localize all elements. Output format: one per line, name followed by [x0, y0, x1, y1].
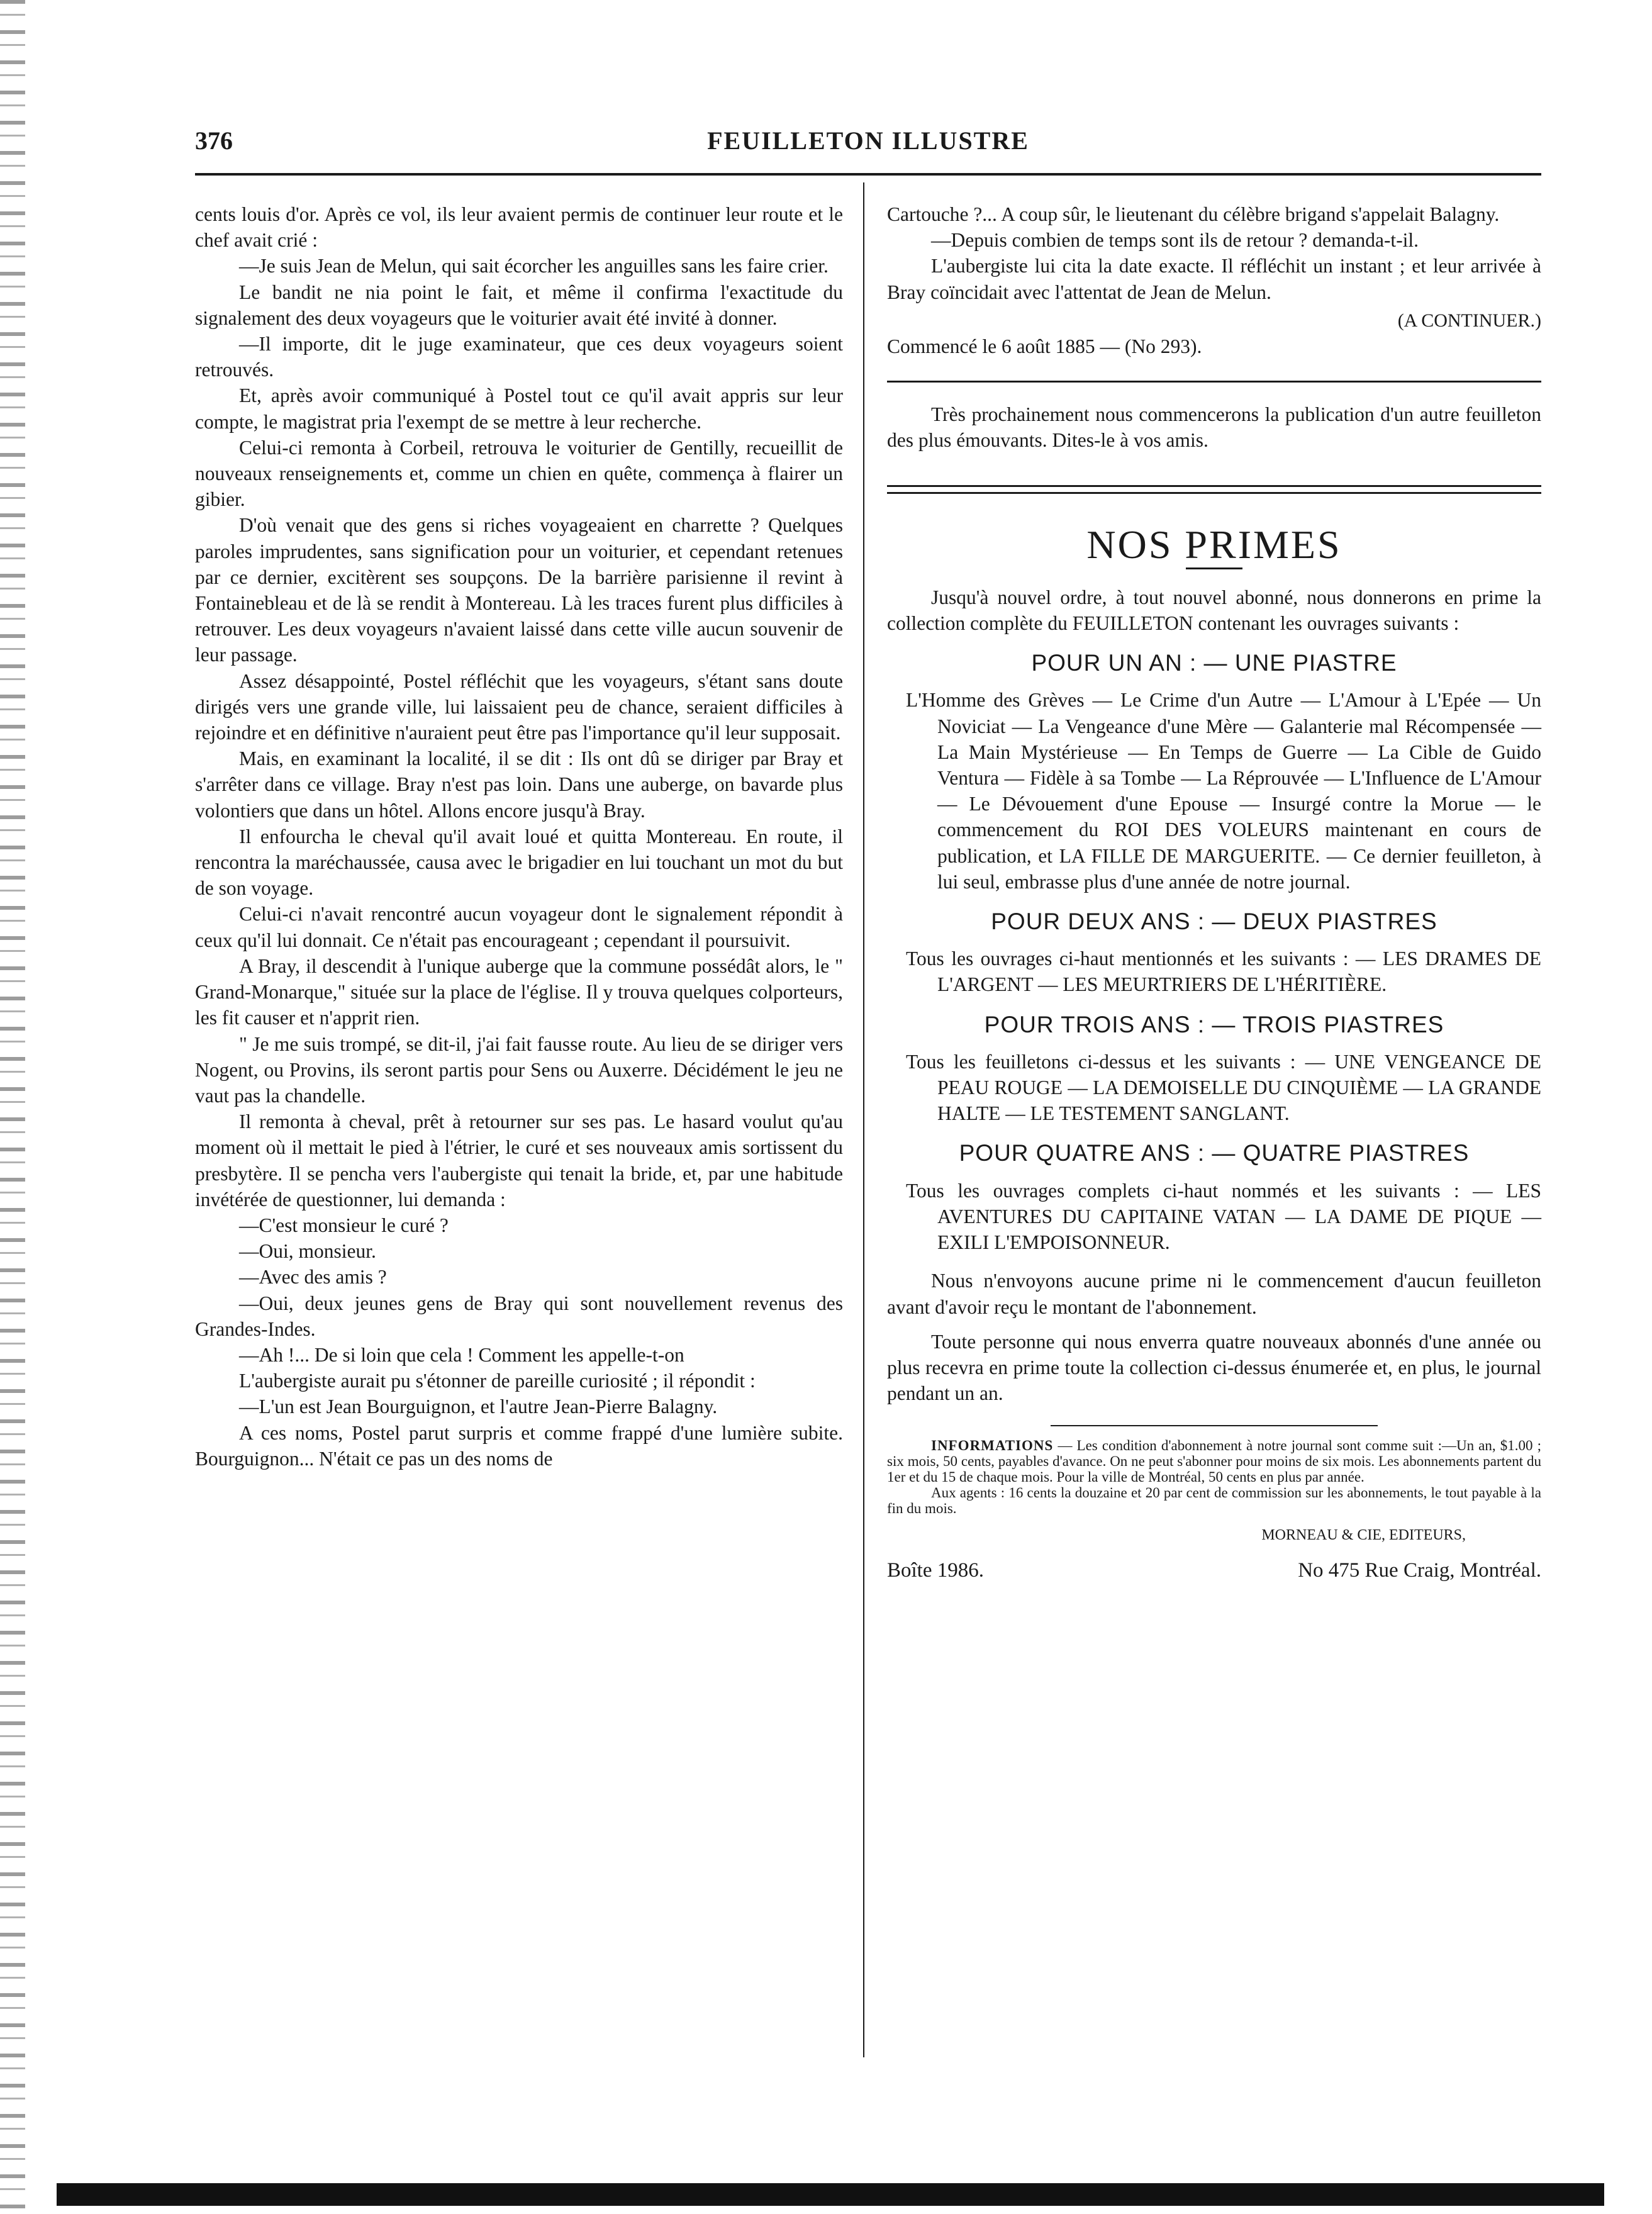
- footer-bar: [57, 2183, 1604, 2206]
- paragraph: L'aubergiste lui cita la date exacte. Il réfléchit un instant ; et leur arrivée à Bray coïncidait avec l'attentat de Jean de Melun.: [887, 255, 1541, 303]
- paragraph: Il enfourcha le cheval qu'il avait loué et quitta Montereau. En route, il rencontra la maréchaussée, causa avec le brigadier en lui touchant un mot du but de son voyage.: [195, 825, 843, 900]
- left-column: [195, 201, 843, 1472]
- paragraph: Celui-ci remonta à Corbeil, retrouva le voiturier de Gentilly, recueillit de nouveaux renseignements et, comme un chien en quête, commença à flairer un gibier.: [195, 436, 843, 511]
- paragraph: Assez désappointé, Postel réfléchit que les voyageurs, s'étant sans doute dirigés vers une grande ville, lui laissaient peu de chance, seraient difficiles à rejoindre et en définitive n'auraient peut être pas l'importance qu'il leur supposait.: [195, 669, 843, 744]
- offer-text-two-years: Tous les ouvrages ci-haut mentionnés et les suivants : — LES DRAMES DE L'ARGENT — LES MEURTRIERS DE L'HÉRITIÈRE.: [906, 948, 1541, 996]
- notice-no-prime: Nous n'envoyons aucune prime ni le commencement d'aucun feuilleton avant d'avoir reçu le montant de l'abonnement.: [887, 1270, 1541, 1318]
- binding-edge-scan: [0, 0, 25, 2214]
- paragraph: Cartouche ?... A coup sûr, le lieutenant du célèbre brigand s'appelait Balagny.: [887, 203, 1500, 225]
- dialogue-line: —Ah !... De si loin que cela ! Comment les appelle-t-on: [239, 1343, 684, 1366]
- primes-title: NOS PRIMES: [1086, 522, 1342, 567]
- dialogue-line: —L'un est Jean Bourguignon, et l'autre Jean-Pierre Balagny.: [239, 1395, 718, 1418]
- offer-text-four-years: Tous les ouvrages complets ci-haut nommés et les suivants : — LES AVENTURES DU CAPITAINE VATAN — LA DAME DE PIQUE — EXILI L'EMPOISONNEUR.: [906, 1179, 1541, 1254]
- publisher: MORNEAU & CIE, EDITEURS,: [1261, 1527, 1466, 1544]
- page-header: [195, 126, 1541, 164]
- serial-start-date: Commencé le 6 août 1885 — (No 293).: [887, 335, 1202, 358]
- notice-referral: Toute personne qui nous enverra quatre nouveaux abonnés d'une année ou plus recevra en prime toute la collection ci-dessus énumerée et, en plus, le journal pendant un an.: [887, 1330, 1541, 1405]
- header-rule: [195, 173, 1541, 176]
- section-rule: [887, 381, 1541, 383]
- to-continue-note: (A CONTINUER.): [1397, 310, 1541, 331]
- dialogue-line: —Oui, monsieur.: [239, 1240, 376, 1263]
- paragraph: Il remonta à cheval, prêt à retourner sur ses pas. Le hasard voulut qu'au moment où il mettait le pied à l'étrier, le curé et ses nouveaux amis sortissent du presbytère. Il se pencha vers l'aubergiste qui tenait la bride, et, par une habitude invétérée de questionner, lui demanda :: [195, 1110, 843, 1210]
- offer-heading-one-year: POUR UN AN : — UNE PIASTRE: [1031, 650, 1397, 676]
- paragraph: A Bray, il descendit à l'unique auberge que la commune possédât alors, le " Grand-Monarque," située sur la place de l'église. Il y trouva quelques colporteurs, les fit causer et n'apprit rien.: [195, 954, 843, 1029]
- offer-heading-three-years: POUR TROIS ANS : — TROIS PIASTRES: [984, 1011, 1444, 1037]
- offer-heading-four-years: POUR QUATRE ANS : — QUATRE PIASTRES: [959, 1140, 1470, 1166]
- running-title: FEUILLETON ILLUSTRE: [707, 126, 1029, 155]
- dialogue-line: —Depuis combien de temps sont ils de retour ? demanda-t-il.: [931, 229, 1419, 252]
- paragraph: cents louis d'or. Après ce vol, ils leur avaient permis de continuer leur route et le chef avait crié :: [195, 203, 843, 252]
- paragraph: —Je suis Jean de Melun, qui sait écorcher les anguilles sans les faire crier.: [239, 255, 829, 277]
- paragraph: D'où venait que des gens si riches voyageaient en charrette ? Quelques paroles imprudentes, sans signification pour un voiturier, et cependant retenues par ce dernier, excitèrent ses soupçons. De la barrière parisienne il revint à Fontainebleau et de là se rendit à Montereau. Là les traces furent plus difficiles à retrouver. Les deux voyageurs n'avaient laissé dans cette ville aucun souvenir de leur passage.: [195, 514, 843, 666]
- subscription-info: [887, 1438, 1541, 1485]
- dialogue-line: —C'est monsieur le curé ?: [239, 1214, 449, 1236]
- paragraph: Et, après avoir communiqué à Postel tout ce qu'il avait appris sur leur compte, le magistrat pria l'exempt de se mettre à leur recherche.: [195, 384, 843, 433]
- dialogue-line: —Avec des amis ?: [239, 1266, 387, 1289]
- address-line: [887, 1558, 1541, 1585]
- dialogue-line: —Oui, deux jeunes gens de Bray qui sont nouvellement revenus des Grandes-Indes.: [195, 1292, 843, 1340]
- info-rule: [1051, 1425, 1378, 1426]
- offer-heading-two-years: POUR DEUX ANS : — DEUX PIASTRES: [991, 909, 1437, 935]
- paragraph: —Il importe, dit le juge examinateur, que ces deux voyageurs soient retrouvés.: [195, 333, 843, 381]
- offer-text-three-years: Tous les feuilletons ci-dessus et les suivants : — UNE VENGEANCE DE PEAU ROUGE — LA DEMOISELLE DU CINQUIÈME — LA GRANDE HALTE — LE TESTEMENT SANGLANT.: [906, 1050, 1541, 1125]
- column-divider: [863, 182, 864, 2057]
- title-rule: [1186, 567, 1242, 569]
- right-column: [887, 201, 1541, 1585]
- paragraph: " Je me suis trompé, se dit-il, j'ai fait fausse route. Au lieu de se diriger vers Nogent, ou Provins, ils seront partis pour Sens ou Auxerre. Décidément le jeu ne vaut pas la chandelle.: [195, 1032, 843, 1107]
- page-number: 376: [195, 126, 233, 155]
- paragraph: Mais, en examinant la localité, il se dit : Ils ont dû se diriger par Bray et s'arrêter dans ce village. Bray n'est pas loin. Dans une auberge, on bavarde plus volontiers que dans un hôtel. Allons encore jusqu'à Bray.: [195, 747, 843, 822]
- info-label: INFORMATIONS: [931, 1438, 1054, 1454]
- offer-text-one-year: L'Homme des Grèves — Le Crime d'un Autre — L'Amour à L'Epée — Un Noviciat — La Vengeance d'une Mère — Galanterie mal Récompensée — La Main Mystérieuse — En Temps de Guerre — La Cible de Guido Ventura — Fidèle à sa Tombe — La Réprouvée — L'Influence de L'Amour — Le Dévouement d'une Epouse — Insurgé contre la Morue — le commencement du ROI DES VOLEURS maintenant en cours de publication, et LA FILLE DE MARGUERITE. — Ce dernier feuilleton, à lui seul, embrasse plus d'une année de notre journal.: [906, 689, 1541, 893]
- double-rule: [887, 485, 1541, 494]
- primes-intro: Jusqu'à nouvel ordre, à tout nouvel abonné, nous donnerons en prime la collection complète du FEUILLETON contenant les ouvrages suivants :: [887, 586, 1541, 635]
- paragraph: Le bandit ne nia point le fait, et même il confirma l'exactitude du signalement des deux voyageurs que le voiturier avait été invité à donner.: [195, 281, 843, 329]
- agents-info: Aux agents : 16 cents la douzaine et 20 par cent de commission sur les abonnements, le tout payable à la fin du mois.: [887, 1485, 1541, 1517]
- paragraph: Celui-ci n'avait rencontré aucun voyageur dont le signalement répondit à ceux qu'il lui donnait. Ce n'était pas encourageant ; cependant il poursuivit.: [195, 903, 843, 951]
- paragraph: A ces noms, Postel parut surpris et comme frappé d'une lumière subite. Bourguignon... N'était ce pas un des noms de: [195, 1421, 843, 1470]
- announcement: Très prochainement nous commencerons la publication d'un autre feuilleton des plus émouvants. Dites-le à vos amis.: [887, 403, 1541, 452]
- street-address: No 475 Rue Craig, Montréal.: [1298, 1558, 1541, 1582]
- info-text: — Les condition d'abonnement à notre journal sont comme suit :—Un an, $1.00 ; six mois, 50 cents, payables d'avance. On ne peut s'abonner pour moins de six mois. Les abonnements partent du 1er et du 15 de chaque mois. Pour la ville de Montréal, 50 cents en plus par année.: [887, 1438, 1542, 1485]
- paragraph: L'aubergiste aurait pu s'étonner de pareille curiosité ; il répondit :: [239, 1370, 756, 1392]
- post-box: Boîte 1986.: [887, 1558, 984, 1582]
